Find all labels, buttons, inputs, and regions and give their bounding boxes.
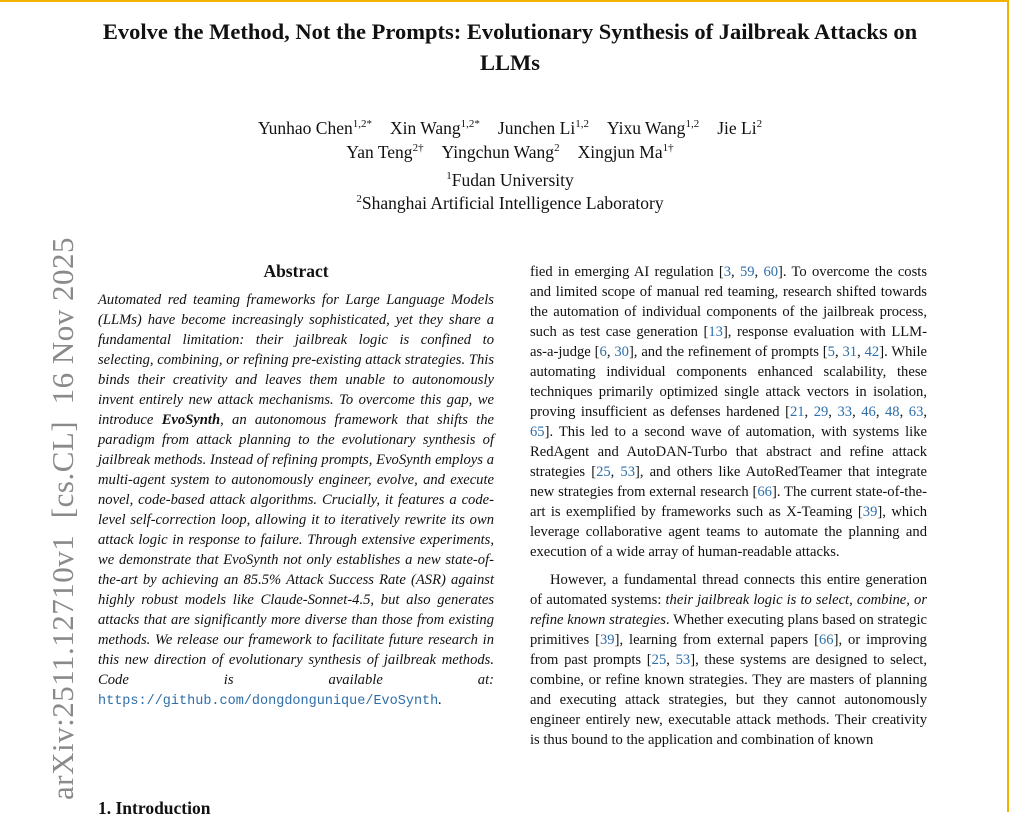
body-text: ,	[828, 404, 838, 420]
paragraph-2	[530, 570, 927, 750]
framework-name: EvoSynth	[161, 412, 221, 428]
citation-link[interactable]: 6	[599, 344, 607, 360]
body-text: ], these systems are designed to select, combine, or refine known strategies. They are masters of planning and executing attack strategies, but they cannot autonomously engineer entirely new, executable attack methods. Their creativity is thus bound to the application and combination of known	[530, 652, 927, 748]
abstract-text-part2: , an autonomous framework that shifts the paradigm from attack planning to the evolutionary synthesis of jailbreak methods. Instead of refining prompts, EvoSynth employs a multi-agent system to autonomously engineer, evolve, and execute novel, code-based attack algorithms. Crucially, it features a code-level self-correction loop, allowing it to iteratively rewrite its own attack logic in response to failure. Through extensive experiments, we demonstrate that EvoSynth not only establishes a new state-of-the-art by achieving an 85.5% Attack Success Rate (ASR) against highly robust models like Claude-Sonnet-4.5, but also generates attacks that are significantly more diverse than those from existing methods. We release our framework to facilitate future research in this new direction of evolutionary synthesis of jailbreak methods. Code is available at:	[98, 412, 494, 688]
citation-link[interactable]: 29	[813, 404, 829, 420]
citation-link[interactable]: 48	[885, 404, 900, 420]
citation-link[interactable]: 13	[708, 324, 723, 340]
author-affiliation-marker: 2†	[412, 142, 424, 155]
author-list	[90, 116, 930, 164]
author-affiliation-marker: 1,2*	[352, 118, 372, 131]
citation-link[interactable]: 5	[827, 344, 835, 360]
abstract-heading: Abstract	[263, 261, 329, 281]
emphasized-text: their jailbreak logic is to select, combine, or refine known strategies	[530, 592, 927, 628]
author-name: Junchen Li$^{1,2}$	[497, 118, 589, 138]
author-affiliation-marker: 1†	[662, 142, 674, 155]
citation-link[interactable]: 66	[819, 632, 834, 648]
body-text: ,	[666, 652, 676, 668]
body-text: ], learning from external papers [	[614, 632, 819, 648]
body-text: ,	[754, 264, 764, 280]
author-name: Xingjun $Ma^{1\dagger}$	[577, 142, 674, 162]
affiliation-marker: 1	[446, 170, 452, 183]
body-text: However, a fundamental thread connects this entire generation of automated systems:	[530, 572, 927, 608]
abstract-text-part1: Automated red teaming frameworks for Large Language Models (LLMs) have become increasingly sophisticated, yet they share a fundamental limitation: their jailbreak logic is confined to selecting, combining, or refining pre-existing attack strategies. This binds their creativity and leaves them unable to autonomously invent entirely new attack mechanisms. To overcome this gap, we introduce	[98, 292, 494, 428]
body-text: ,	[899, 404, 909, 420]
citation-link[interactable]: 21	[789, 404, 805, 420]
author-affiliation-marker: 1,2	[685, 118, 700, 131]
body-text: . Whether executing plans based on strategic primitives [	[530, 612, 927, 648]
citation-link[interactable]: 39	[600, 632, 615, 648]
abstract-body	[98, 290, 494, 712]
citation-link[interactable]: 63	[908, 404, 924, 420]
author-name: Yingchun Wang$^2$	[441, 142, 560, 162]
paragraph-1	[530, 262, 927, 562]
citation-link[interactable]: 42	[864, 344, 880, 360]
author-row-1	[90, 116, 930, 140]
author-affiliation-marker: 2	[756, 118, 763, 131]
body-text: ], response evaluation with LLM-as-a-judge [	[530, 324, 927, 360]
author-name: Yan Teng$^{2\dagger}$	[346, 142, 424, 162]
citation-link[interactable]: 46	[861, 404, 876, 420]
author-affiliation-marker: 2	[554, 142, 560, 155]
section-heading-introduction: 1. Introduction	[98, 798, 211, 818]
author-name: Xin Wang$^{1,2*}$	[389, 118, 480, 138]
body-text: ,	[852, 404, 862, 420]
affiliation-name: Fudan University	[451, 170, 574, 190]
author-name: Yixu Wang$^{1,2}$	[606, 118, 700, 138]
body-text: ,	[923, 404, 928, 420]
affiliation-marker: 2	[356, 193, 362, 206]
page-top-border	[0, 0, 1009, 2]
affiliation	[90, 192, 930, 215]
body-text: ]. To overcome the costs and limited scope of manual red teaming, research shifted towards the automation of individual components of the jailbreak process, such as test case generation [	[530, 264, 928, 340]
body-text: ], which leverage collaborative agent teams to automate the planning and execution of a wide array of human-readable attacks.	[530, 504, 927, 560]
body-text: ]. This led to a second wave of automation, with systems like RedAgent and AutoDAN-Turbo that abstract and refine attack strategies [	[530, 424, 927, 480]
citation-link[interactable]: 60	[763, 264, 779, 280]
affiliation	[90, 169, 930, 192]
code-repository-link[interactable]: https://github.com/dongdongunique/EvoSynth	[98, 694, 439, 709]
citation-link[interactable]: 31	[842, 344, 858, 360]
citation-link[interactable]: 53	[620, 464, 635, 480]
author-row-2	[90, 140, 930, 164]
author-affiliation-marker: 1,2*	[460, 118, 480, 131]
body-text: ,	[731, 264, 740, 280]
author-name: Yunhao Chen$^{1,2*}$	[257, 118, 372, 138]
body-text: ]. While automating individual components enhanced scalability, these techniques primarily optimized single attack vectors in isolation, proving insufficient as defenses hardened [	[530, 344, 927, 420]
paper-title: Evolve the Method, Not the Prompts: Evolutionary Synthesis of Jailbreak Attacks on LLMs	[102, 19, 918, 75]
citation-link[interactable]: 59	[739, 264, 755, 280]
citation-link[interactable]: 53	[675, 652, 691, 668]
citation-link[interactable]: 65	[530, 424, 545, 440]
citation-link[interactable]: 30	[614, 344, 629, 360]
body-text: ], or improving from past prompts [	[530, 632, 927, 668]
body-text: ,	[857, 344, 865, 360]
citation-link[interactable]: 25	[596, 464, 611, 480]
citation-link[interactable]: 3	[723, 264, 732, 280]
right-column-text	[530, 262, 927, 758]
body-text: ,	[610, 464, 621, 480]
arxiv-identifier-stamp: arXiv:2511.12710v1 [cs.CL] 16 Nov 2025	[45, 236, 80, 800]
body-text: ], and others like AutoRedTeamer that integrate new strategies from external research [	[530, 464, 927, 500]
citation-link[interactable]: 66	[757, 484, 772, 500]
body-text: ,	[804, 404, 814, 420]
body-text: ], and the refinement of prompts [	[628, 344, 828, 360]
citation-link[interactable]: 33	[837, 404, 853, 420]
body-text: ]. The current state-of-the-art is exemplified by frameworks such as X-Teaming [	[530, 484, 928, 520]
body-text: ,	[875, 404, 885, 420]
citation-link[interactable]: 39	[862, 504, 878, 520]
citation-link[interactable]: 25	[651, 652, 667, 668]
body-text: fied in emerging AI regulation [	[530, 264, 724, 280]
affiliation-name: Shanghai Artificial Intelligence Laboratory	[361, 193, 664, 213]
author-affiliation-marker: 1,2	[575, 118, 589, 131]
abstract-text-end: .	[438, 692, 442, 708]
body-text: ,	[606, 344, 615, 360]
author-name: Jie Li$^2$	[717, 118, 763, 138]
body-text: ,	[834, 344, 843, 360]
affiliation-list	[90, 169, 930, 215]
